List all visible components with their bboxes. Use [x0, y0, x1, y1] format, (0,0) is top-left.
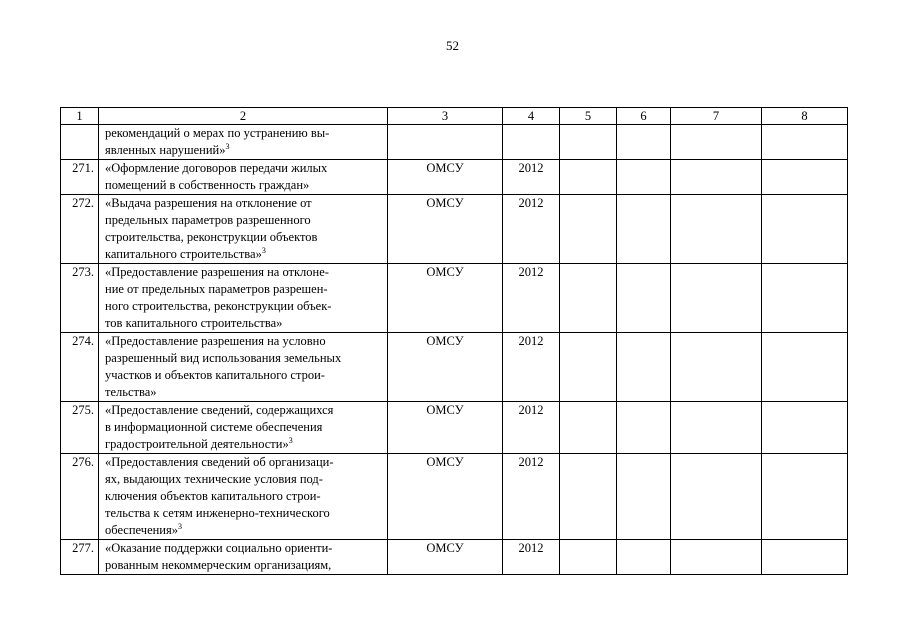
table-row: [61, 454, 848, 540]
empty-cell-col-5: [560, 402, 617, 454]
service-name: [99, 195, 388, 264]
service-name-text: в информационной системе обеспечения: [105, 420, 323, 434]
executor: ОМСУ: [388, 160, 503, 195]
row-number: 277.: [61, 540, 99, 575]
header-cell-8: 8: [762, 108, 848, 125]
empty-cell-col-6: [617, 540, 671, 575]
header-cell-1: 1: [61, 108, 99, 125]
executor: ОМСУ: [388, 454, 503, 540]
service-name-text: явленных нарушений»: [105, 143, 226, 157]
service-name-text: «Предоставление разрешения на отклоне-: [105, 265, 329, 279]
service-name: [99, 540, 388, 575]
row-number: 275.: [61, 402, 99, 454]
table-row: [61, 540, 848, 575]
service-name-line: [105, 246, 383, 263]
service-name: [99, 333, 388, 402]
service-name-line: [105, 522, 383, 539]
service-name-line: [105, 471, 383, 488]
service-name-line: [105, 177, 383, 194]
empty-cell-col-8: [762, 402, 848, 454]
service-name-line: [105, 142, 383, 159]
year: 2012: [503, 540, 560, 575]
service-name-text: ях, выдающих технические условия под-: [105, 472, 323, 486]
service-name-line: [105, 212, 383, 229]
executor: [388, 125, 503, 160]
empty-cell-col-7: [671, 540, 762, 575]
service-name-text: «Выдача разрешения на отклонение от: [105, 196, 312, 210]
service-name-line: [105, 195, 383, 212]
footnote-mark: 3: [261, 246, 266, 255]
service-name-text: «Предоставление разрешения на условно: [105, 334, 326, 348]
row-number: 276.: [61, 454, 99, 540]
row-number: 271.: [61, 160, 99, 195]
header-cell-2: 2: [99, 108, 388, 125]
empty-cell-col-5: [560, 264, 617, 333]
empty-cell-col-7: [671, 333, 762, 402]
service-name-line: [105, 125, 383, 142]
service-name: [99, 125, 388, 160]
service-name-line: [105, 384, 383, 401]
row-number: 272.: [61, 195, 99, 264]
service-name-text: ние от предельных параметров разрешен-: [105, 282, 328, 296]
year: 2012: [503, 264, 560, 333]
service-name-line: [105, 436, 383, 453]
empty-cell-col-8: [762, 195, 848, 264]
service-name-text: «Предоставления сведений об организаци-: [105, 455, 334, 469]
service-name: [99, 454, 388, 540]
service-name-line: [105, 281, 383, 298]
service-name-text: обеспечения»: [105, 523, 178, 537]
service-name-text: строительства, реконструкции объектов: [105, 230, 318, 244]
table-row: [61, 333, 848, 402]
row-number: 273.: [61, 264, 99, 333]
service-name-line: [105, 419, 383, 436]
service-name-text: помещений в собственность граждан»: [105, 178, 310, 192]
empty-cell-col-8: [762, 125, 848, 160]
year: 2012: [503, 402, 560, 454]
table-row: [61, 402, 848, 454]
page-number: 52: [446, 38, 459, 53]
empty-cell-col-5: [560, 540, 617, 575]
empty-cell-col-7: [671, 125, 762, 160]
service-name-line: [105, 298, 383, 315]
empty-cell-col-5: [560, 195, 617, 264]
service-name-text: капитального строительства»: [105, 247, 262, 261]
empty-cell-col-7: [671, 160, 762, 195]
header-cell-3: 3: [388, 108, 503, 125]
service-name-text: участков и объектов капитального строи-: [105, 368, 325, 382]
service-name-line: [105, 557, 383, 574]
service-name-text: ключения объектов капитального строи-: [105, 489, 321, 503]
executor: ОМСУ: [388, 264, 503, 333]
year: 2012: [503, 195, 560, 264]
service-name-line: [105, 264, 383, 281]
service-name-text: «Оказание поддержки социально ориенти-: [105, 541, 333, 555]
empty-cell-col-6: [617, 264, 671, 333]
service-name-line: [105, 315, 383, 332]
empty-cell-col-6: [617, 402, 671, 454]
empty-cell-col-8: [762, 160, 848, 195]
footnote-mark: 3: [178, 522, 182, 531]
table-row: [61, 160, 848, 195]
empty-cell-col-8: [762, 540, 848, 575]
empty-cell-col-7: [671, 454, 762, 540]
executor: ОМСУ: [388, 402, 503, 454]
year: [503, 125, 560, 160]
service-name-line: [105, 402, 383, 419]
row-number: 274.: [61, 333, 99, 402]
table-row: [61, 125, 848, 160]
empty-cell-col-8: [762, 333, 848, 402]
service-name: [99, 264, 388, 333]
service-name-text: тельства»: [105, 385, 157, 399]
service-name-text: «Предоставление сведений, содержащихся: [105, 403, 334, 417]
empty-cell-col-5: [560, 125, 617, 160]
year: 2012: [503, 333, 560, 402]
empty-cell-col-5: [560, 160, 617, 195]
service-name-text: рекомендаций о мерах по устранению вы-: [105, 126, 330, 140]
empty-cell-col-6: [617, 454, 671, 540]
service-name-line: [105, 540, 383, 557]
header-cell-5: 5: [560, 108, 617, 125]
empty-cell-col-7: [671, 195, 762, 264]
service-name: [99, 402, 388, 454]
service-name-text: разрешенный вид использования земельных: [105, 351, 342, 365]
footnote-mark: 3: [225, 142, 230, 151]
empty-cell-col-5: [560, 454, 617, 540]
service-name-text: ного строительства, реконструкции объек-: [105, 299, 332, 313]
empty-cell-col-6: [617, 160, 671, 195]
empty-cell-col-7: [671, 264, 762, 333]
table-row: [61, 264, 848, 333]
services-table: [60, 107, 848, 575]
service-name-text: «Оформление договоров передачи жилых: [105, 161, 328, 175]
service-name-line: [105, 367, 383, 384]
service-name-text: градостроительной деятельности»: [105, 437, 289, 451]
empty-cell-col-7: [671, 402, 762, 454]
table-row: [61, 195, 848, 264]
executor: ОМСУ: [388, 540, 503, 575]
year: 2012: [503, 160, 560, 195]
service-name-line: [105, 333, 383, 350]
empty-cell-col-6: [617, 125, 671, 160]
header-cell-6: 6: [617, 108, 671, 125]
header-cell-7: 7: [671, 108, 762, 125]
service-name-line: [105, 229, 383, 246]
empty-cell-col-8: [762, 264, 848, 333]
year: 2012: [503, 454, 560, 540]
service-name-text: предельных параметров разрешенного: [105, 213, 311, 227]
empty-cell-col-8: [762, 454, 848, 540]
header-cell-4: 4: [503, 108, 560, 125]
empty-cell-col-5: [560, 333, 617, 402]
service-name-line: [105, 505, 383, 522]
service-name-text: тов капитального строительства»: [105, 316, 283, 330]
service-name-line: [105, 454, 383, 471]
footnote-mark: 3: [288, 436, 293, 445]
executor: ОМСУ: [388, 333, 503, 402]
service-name-text: рованным некоммерческим организациям,: [105, 558, 332, 572]
executor: ОМСУ: [388, 195, 503, 264]
service-name: [99, 160, 388, 195]
service-name-line: [105, 160, 383, 177]
service-name-text: тельства к сетям инженерно-технического: [105, 506, 330, 520]
header-row: [61, 108, 848, 125]
service-name-line: [105, 488, 383, 505]
row-number: [61, 125, 99, 160]
empty-cell-col-6: [617, 195, 671, 264]
empty-cell-col-6: [617, 333, 671, 402]
service-name-line: [105, 350, 383, 367]
